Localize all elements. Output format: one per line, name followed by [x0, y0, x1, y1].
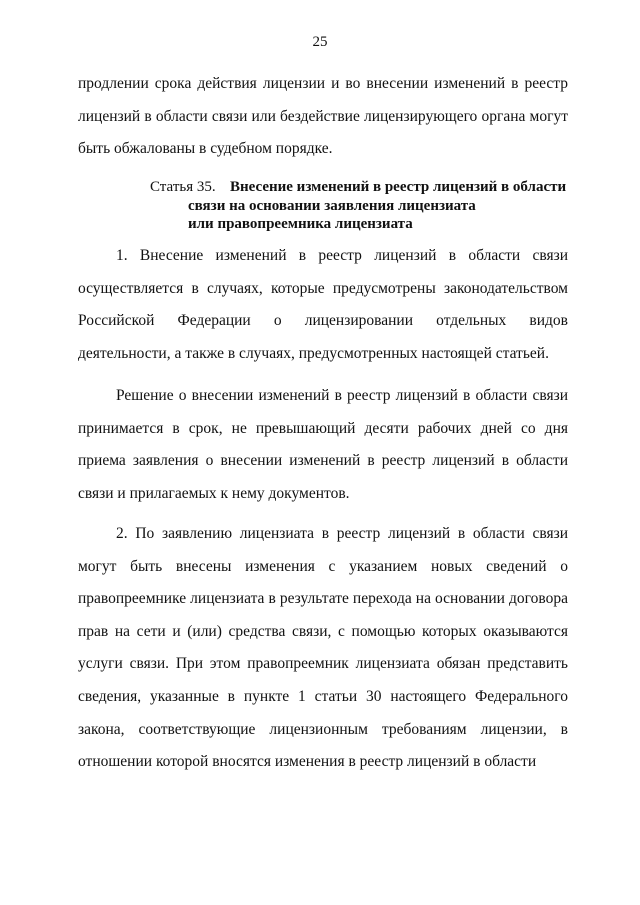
paragraph-3: 2. По заявлению лицензиата в реестр лицензий в области связи могут быть внесены изменения с указанием новых сведений о правопреемнике лицензиата в результате перехода на основании договора прав на сети и (или) средства связи, с помощью которых оказываются услуги связи. При этом правопреемник лицензиата обязан представить сведения, указанные в пункте 1 статьи 30 настоящего Федерального закона, соответствующие лицензионным требованиям лицензии, в отношении которой вносятся изменения в реестр лицензий в области [78, 525, 568, 771]
page-number: 25 [312, 34, 328, 50]
article-heading-line-1 [150, 178, 570, 197]
article-heading [150, 178, 570, 234]
paragraph-1: 1. Внесение изменений в реестр лицензий в области связи осуществляется в случаях, которые предусмотрены законодательством Российской Федерации о лицензировании отдельных видов деятельности, а также в случаях, предусмотренных настоящей статьей. [78, 247, 568, 362]
continuation-paragraph: продлении срока действия лицензии и во внесении изменений в реестр лицензий в области связи или бездействие лицензирующего органа могут быть обжалованы в судебном порядке. [78, 75, 568, 158]
article-title-line-2: связи на основании заявления лицензиата [188, 197, 476, 214]
article-label: Статья 35. [150, 179, 216, 195]
article-title-line-3: или правопреемника лицензиата [188, 216, 413, 232]
paragraph-2: Решение о внесении изменений в реестр лицензий в области связи принимается в срок, не превышающий десяти рабочих дней со дня приема заявления о внесении изменений в реестр лицензий в области связи и прилагаемых к нему документов. [78, 387, 568, 502]
article-title-line-1: Внесение изменений в реестр лицензий в области [230, 179, 567, 195]
